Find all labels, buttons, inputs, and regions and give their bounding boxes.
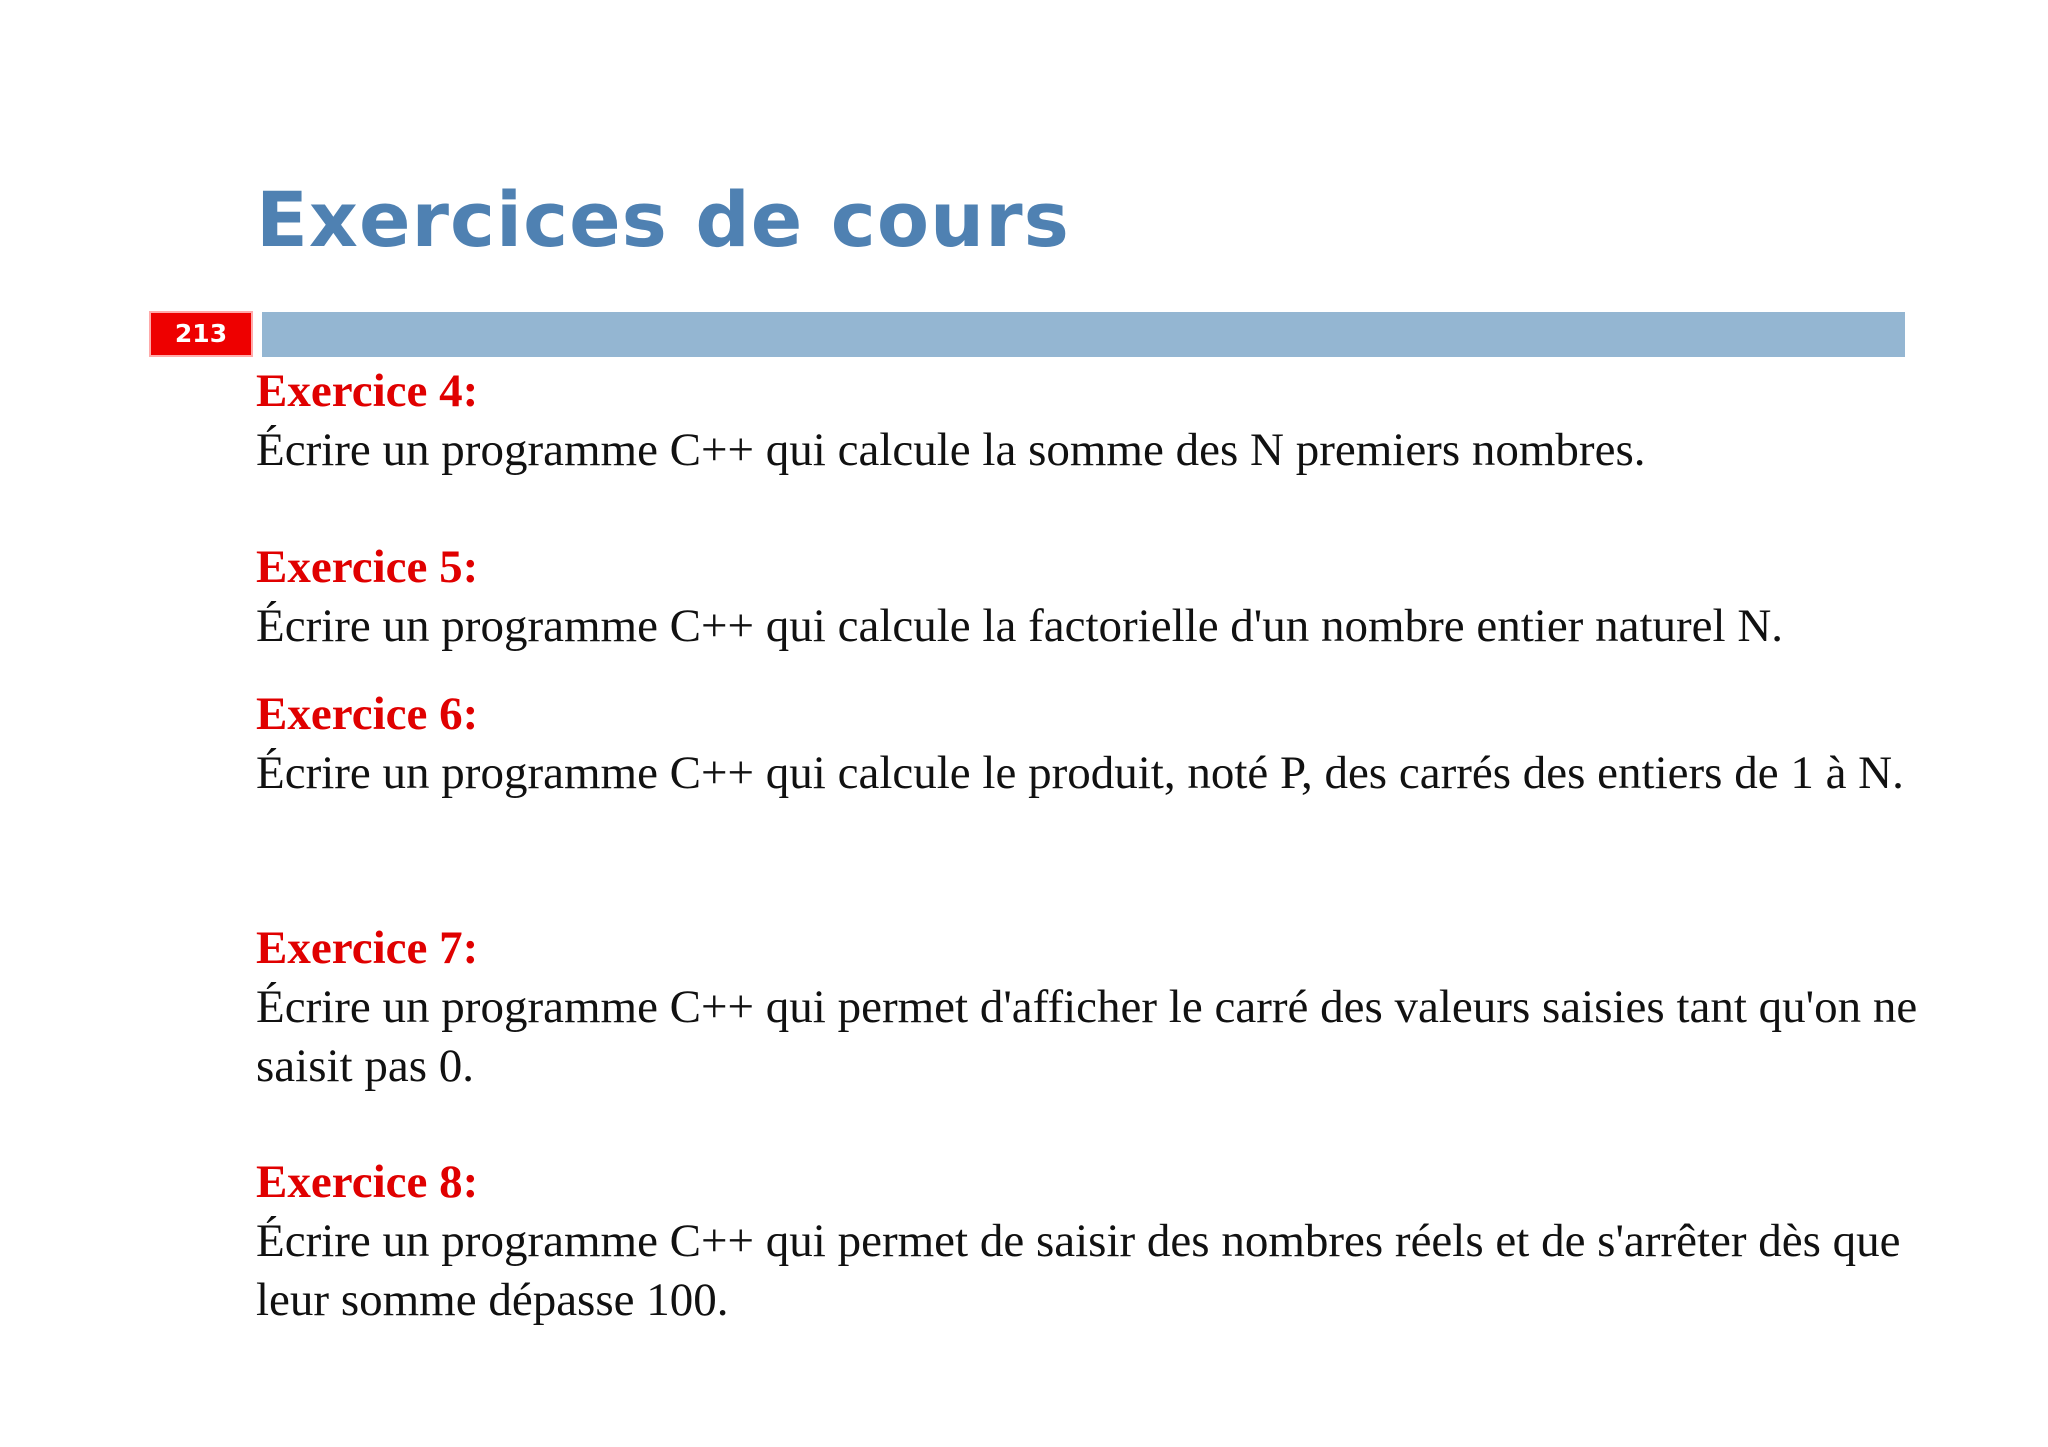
exercise-text: Écrire un programme C++ qui permet d'afficher le carré des valeurs saisies tant qu'on ne saisit pas 0.	[256, 981, 1918, 1092]
exercise-6	[256, 685, 1936, 803]
exercise-text: Écrire un programme C++ qui calcule la somme des N premiers nombres.	[256, 424, 1646, 476]
slide-title: Exercices de cours	[256, 175, 1070, 264]
exercise-5	[256, 538, 1936, 656]
exercise-text: Écrire un programme C++ qui calcule le produit, noté P, des carrés des entiers de 1 à N.	[256, 747, 1904, 799]
exercise-text: Écrire un programme C++ qui calcule la factorielle d'un nombre entier naturel N.	[256, 600, 1784, 652]
title-underline-bar	[262, 312, 1905, 357]
exercise-heading: Exercice 8:	[256, 1156, 479, 1208]
exercise-heading: Exercice 7:	[256, 922, 479, 974]
exercise-heading: Exercice 6:	[256, 688, 479, 740]
exercise-heading: Exercice 4:	[256, 365, 479, 417]
page-number-badge: 213	[149, 311, 253, 357]
exercise-heading: Exercice 5:	[256, 541, 479, 593]
exercise-4	[256, 362, 1936, 480]
exercise-text: Écrire un programme C++ qui permet de saisir des nombres réels et de s'arrêter dès que leur somme dépasse 100.	[256, 1215, 1901, 1326]
exercise-8	[256, 1153, 1936, 1330]
exercise-7	[256, 919, 1936, 1096]
